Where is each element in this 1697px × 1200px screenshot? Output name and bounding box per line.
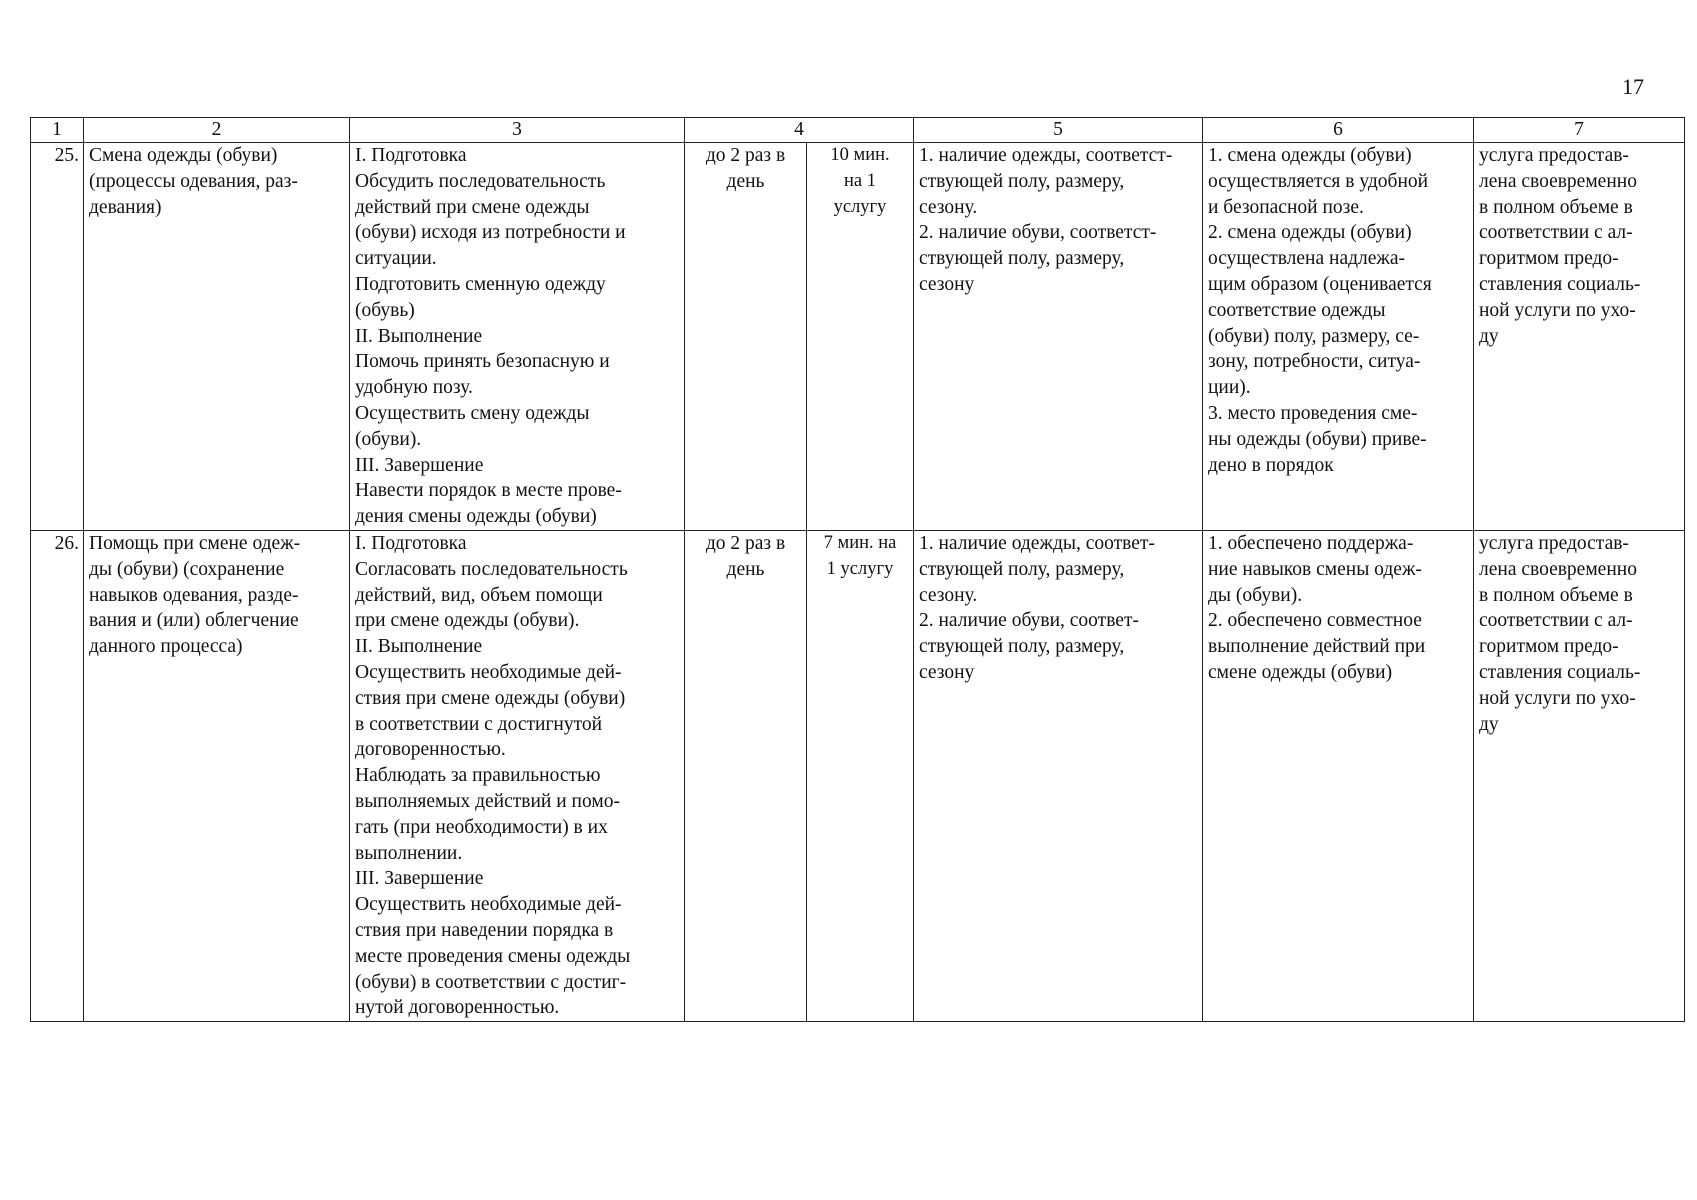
frequency-cell: до 2 раз в день	[685, 530, 807, 1021]
header-col-1: 1	[31, 118, 84, 143]
duration-cell: 10 мин. на 1 услугу	[807, 143, 914, 531]
frequency-cell: до 2 раз в день	[685, 143, 807, 531]
duration-cell: 7 мин. на 1 услугу	[807, 530, 914, 1021]
evaluation-cell: услуга предостав- лена своевременно в полном объеме в соответствии с ал- горитмом предо- ставления социаль- ной услуги по ухо- ду	[1474, 530, 1685, 1021]
conditions-cell: 1. наличие одежды, соответст- ствующей полу, размеру, сезону. 2. наличие обуви, соответст- ствующей полу, размеру, сезону	[914, 143, 1203, 531]
service-name-cell: Помощь при смене одеж- ды (обуви) (сохранение навыков одевания, разде- вания и (или) облегчение данного процесса)	[84, 530, 350, 1021]
table-row	[31, 143, 1685, 531]
result-cell: 1. обеспечено поддержа- ние навыков смены одеж- ды (обуви). 2. обеспечено совместное выполнение действий при смене одежды (обуви)	[1203, 530, 1474, 1021]
header-col-7: 7	[1474, 118, 1685, 143]
table-row	[31, 530, 1685, 1021]
page-number: 17	[1622, 74, 1644, 99]
header-row	[31, 118, 1685, 143]
service-name-cell: Смена одежды (обуви) (процессы одевания, раз- девания)	[84, 143, 350, 531]
evaluation-cell: услуга предостав- лена своевременно в полном объеме в соответствии с ал- горитмом предо- ставления социаль- ной услуги по ухо- ду	[1474, 143, 1685, 531]
header-col-6: 6	[1203, 118, 1474, 143]
procedure-cell: I. Подготовка Согласовать последовательность действий, вид, объем помощи при смене одежды (обуви). II. Выполнение Осуществить необходимые дей- ствия при смене одежды (обуви) в соответствии с достигнутой договоренностью. Наблюдать за правильностью выполняемых действий и помо- гать (при необходимости) в их выполнении. III. Завершение Осуществить необходимые дей- ствия при наведении порядка в месте проведения смены одежды (обуви) в соответствии с достиг- нутой договоренностью.	[350, 530, 685, 1021]
services-table	[30, 117, 1685, 1022]
result-cell: 1. смена одежды (обуви) осуществляется в удобной и безопасной позе. 2. смена одежды (обуви) осуществлена надлежа- щим образом (оценивается соответствие одежды (обуви) полу, размеру, се- зону, потребности, ситуа- ции). 3. место проведения сме- ны одежды (обуви) приве- дено в порядок	[1203, 143, 1474, 531]
procedure-cell: I. Подготовка Обсудить последовательность действий при смене одежды (обуви) исходя из потребности и ситуации. Подготовить сменную одежду (обувь) II. Выполнение Помочь принять безопасную и удобную позу. Осуществить смену одежды (обуви). III. Завершение Навести порядок в месте прове- дения смены одежды (обуви)	[350, 143, 685, 531]
header-col-3: 3	[350, 118, 685, 143]
header-col-2: 2	[84, 118, 350, 143]
row-number: 25.	[31, 143, 84, 531]
conditions-cell: 1. наличие одежды, соответ- ствующей полу, размеру, сезону. 2. наличие обуви, соответ- ствующей полу, размеру, сезону	[914, 530, 1203, 1021]
header-col-4: 4	[685, 118, 914, 143]
header-col-5: 5	[914, 118, 1203, 143]
row-number: 26.	[31, 530, 84, 1021]
